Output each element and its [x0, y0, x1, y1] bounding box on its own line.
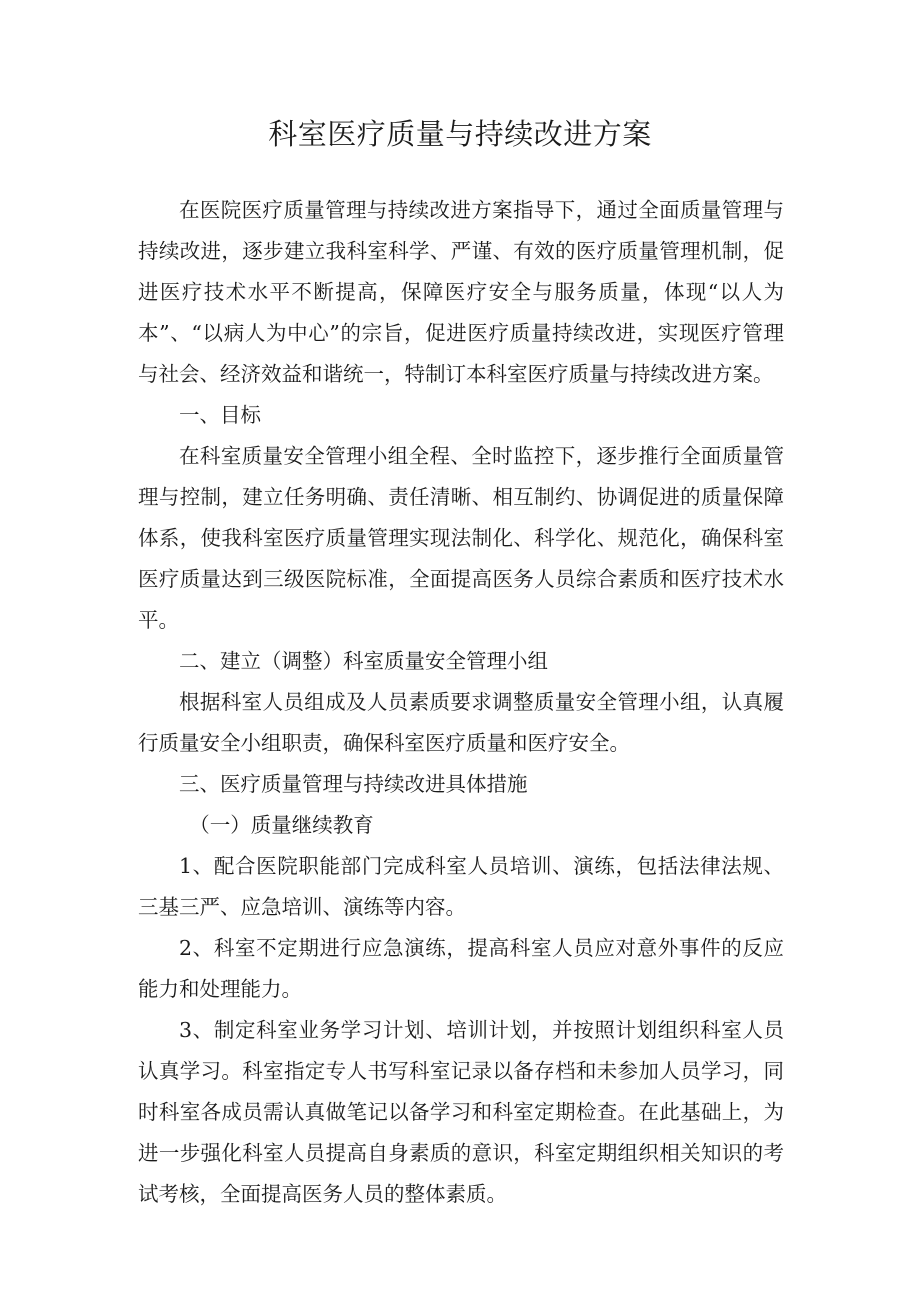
section-heading-team: 二、建立（调整）科室质量安全管理小组 [179, 649, 548, 673]
intro-paragraph: 在医院医疗质量管理与持续改进方案指导下，通过全面质量管理与持续改进，逐步建立我科室科学、严谨、有效的医疗质量管理机制，促进医疗技术水平不断提高，保障医疗安全与服务质量，体现“以人为本”、“以病人为中心”的宗旨，促进医疗质量持续改进，实现医疗管理与社会、经济效益和谐统一，特制订本科室医疗质量与持续改进方案。 [138, 198, 784, 386]
subsection-heading-education: （一）质量继续教育 [189, 813, 374, 837]
section-heading-goals: 一、目标 [179, 403, 261, 427]
measure-item-3: 3、制定科室业务学习计划、培训计划，并按照计划组织科室人员认真学习。科室指定专人书写科室记录以备存档和未参加人员学习，同时科室各成员需认真做笔记以备学习和科室定期检查。在此基础上，为进一步强化科室人员提高自身素质的意识，科室定期组织相关知识的考试考核，全面提高医务人员的整体素质。 [138, 1018, 784, 1206]
document-title: 科室医疗质量与持续改进方案 [268, 117, 652, 151]
measure-item-1: 1、配合医院职能部门完成科室人员培训、演练，包括法律法规、三基三严、应急培训、演练等内容。 [138, 854, 784, 919]
section-heading-measures: 三、医疗质量管理与持续改进具体措施 [179, 772, 528, 796]
goals-paragraph: 在科室质量安全管理小组全程、全时监控下，逐步推行全面质量管理与控制，建立任务明确、责任清晰、相互制约、协调促进的质量保障体系，使我科室医疗质量管理实现法制化、科学化、规范化，确保科室医疗质量达到三级医院标准，全面提高医务人员综合素质和医疗技术水平。 [138, 444, 784, 632]
team-paragraph: 根据科室人员组成及人员素质要求调整质量安全管理小组，认真履行质量安全小组职责，确保科室医疗质量和医疗安全。 [138, 690, 784, 755]
measure-item-2: 2、科室不定期进行应急演练，提高科室人员应对意外事件的反应能力和处理能力。 [138, 936, 784, 1001]
document-body [138, 190, 784, 1215]
